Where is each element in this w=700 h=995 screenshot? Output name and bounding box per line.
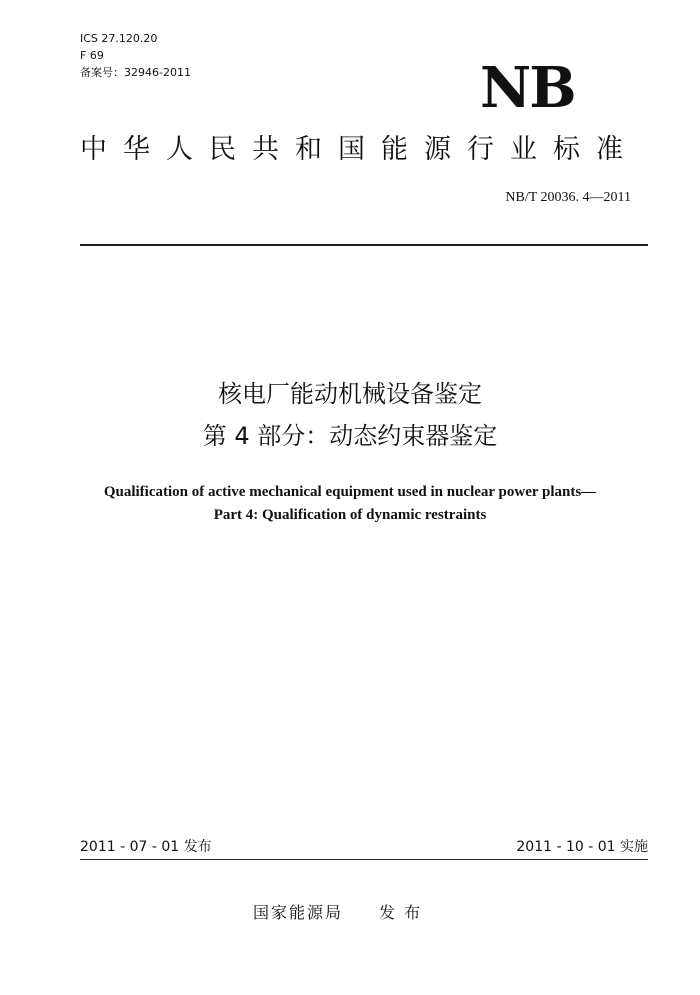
chinese-title-line2: 第 4 部分：动态约束器鉴定 [202,422,498,450]
footer-divider [80,859,648,860]
issue-date: 2011 - 07 - 01 发布 [80,839,212,855]
issuer-verb: 发 布 [379,903,423,922]
issuing-authority [253,902,422,924]
english-title-line1: Qualification of active mechanical equipment used in nuclear power plants— [103,484,597,500]
nb-logo: NB [480,55,575,121]
implementation-date: 2011 - 10 - 01 实施 [516,839,648,855]
record-number: 备案号：32946-2011 [80,66,191,79]
standard-category-title: 中华人民共和国能源行业标准 [80,134,639,165]
ccs-code: F 69 [80,49,104,62]
standard-number: NB/T 20036. 4—2011 [505,190,631,205]
ics-code: ICS 27.120.20 [80,32,158,45]
metadata-block [80,30,191,81]
issuer-name: 国家能源局 [253,903,344,922]
english-title-line2: Part 4: Qualification of dynamic restraints [213,507,487,523]
chinese-title-line1: 核电厂能动机械设备鉴定 [218,380,482,408]
header-divider [80,244,648,246]
